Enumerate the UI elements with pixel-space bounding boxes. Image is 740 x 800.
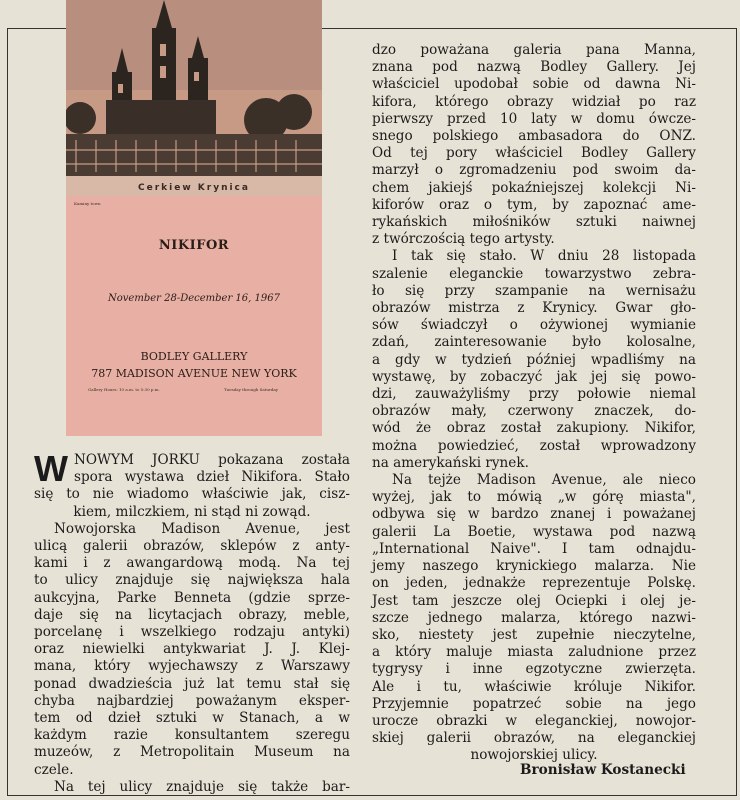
article-line: oraz niewielki antykwariat J. J. Klej- xyxy=(34,641,350,658)
article-line: z twórczością tego artysty. xyxy=(372,231,555,248)
article-line: sko, niestety jest zupełnie nieczytelne, xyxy=(372,626,696,643)
article-line: a który maluje miasta zaludnione przez xyxy=(372,644,696,661)
article-line: Jest tam jeszcze olej Ociepki i olej je- xyxy=(372,592,696,609)
exhibition-poster xyxy=(66,0,322,436)
article-line: kami i z awangardową modą. Na tej xyxy=(34,555,350,572)
poster-hours: Gallery Hours: 10 a.m. to 5:30 p.m. xyxy=(88,387,160,392)
article-right-column xyxy=(372,42,696,765)
article-line: znana pod nazwą Bodley Gallery. Jej xyxy=(372,59,696,76)
poster-dates: November 28-December 16, 1967 xyxy=(108,293,280,304)
article-left-column xyxy=(34,448,350,796)
article-line: chem jakiejś pokaźniejszej kolekcji Ni- xyxy=(372,179,696,196)
article-line: a gdy w tydzień później wpadliśmy na xyxy=(372,351,696,368)
article-line: wystawę, by zobaczyć jak jej się powo- xyxy=(372,368,696,385)
article-line: ło się przy szampanie na wernisażu xyxy=(372,282,696,299)
author-signature: Bronisław Kostanecki xyxy=(520,762,686,778)
article-line: dzi, zauważyliśmy przy połowie niemal xyxy=(372,386,696,403)
church-painting xyxy=(66,0,322,196)
article-line: jemy naszego krynickiego malarza. Nie xyxy=(372,558,696,575)
article-line: Nowojorska Madison Avenue, jest xyxy=(54,520,350,537)
article-line: Ale i tu, właściwie króluje Nikifor. xyxy=(372,678,696,695)
article-line: na amerykański rynek. xyxy=(372,454,529,471)
article-line: aukcyjna, Parke Benneta (gdzie sprze- xyxy=(34,589,350,606)
article-line: spora wystawa dzieł Nikifora. Stało xyxy=(73,469,350,486)
drop-cap: W xyxy=(34,448,68,489)
article-line: kifora, którego obrazy widział po raz xyxy=(372,93,696,110)
article-line: sów świadczył o ożywionej wymianie xyxy=(372,317,696,334)
article-line: kiforów oraz o tym, by zapoznać ame- xyxy=(372,196,696,213)
article-line: dzo poważana galeria pana Manna, xyxy=(372,42,696,58)
article-line: snego polskiego ambasadora do ONZ. xyxy=(372,128,696,145)
article-line: rykańskich miłośników sztuki naiwnej xyxy=(372,214,696,231)
article-line: to ulicy znajduje się największa hala xyxy=(34,572,350,589)
article-line: pierwszy przed 10 laty w domu ówcze- xyxy=(372,110,696,127)
article-line: obrazów mistrza z Krynicy. Gwar gło- xyxy=(372,300,696,317)
article-line: NOWYM JORKU pokazana została xyxy=(73,452,350,468)
article-line: „International Naive". I tam odnajdu- xyxy=(372,540,696,557)
article-line: Na tejże Madison Avenue, ale nieco xyxy=(392,472,696,489)
poster-address: 787 MADISON AVENUE NEW YORK xyxy=(91,367,297,380)
article-line: I tak się stało. W dniu 28 listopada xyxy=(392,248,696,265)
article-line: chyba najbardziej poważanym eksper- xyxy=(34,692,350,709)
article-line: tem od dzieł sztuki w Stanach, a w xyxy=(34,710,350,727)
article-line: muzeów, z Metropolitain Museum na xyxy=(34,744,350,761)
poster-note: Kaminy town xyxy=(74,201,101,206)
article-line: urocze obrazki w eleganckiej, nowojor- xyxy=(372,712,696,729)
article-line: czele. xyxy=(34,761,74,778)
article-line: odbywa się w bardzo znanej i poważanej xyxy=(372,506,696,523)
article-line: zdań, zainteresowanie było kolosalne, xyxy=(372,334,696,351)
article-line: właściciel upodobał sobie od dawna Ni- xyxy=(372,76,696,93)
article-line: ponad dwadzieścia już lat temu stał się xyxy=(34,675,350,692)
article-line: każdym razie konsultantem szeregu xyxy=(34,727,350,744)
article-line: się to nie wiadomo właściwie jak, cisz- xyxy=(34,486,350,503)
article-line: wyżej, jak to mówią „w górę miasta", xyxy=(372,489,696,506)
article-line: nowojorskiej ulicy. xyxy=(470,747,598,764)
painting-inscription: Cerkiew Krynica xyxy=(138,183,250,193)
article-line: tygrysy i inne egzotyczne zwierzęta. xyxy=(372,661,696,678)
article-line: skiej galerii obrazów, na eleganckiej xyxy=(372,730,696,747)
article-line: Od tej pory właściciel Bodley Gallery xyxy=(372,145,696,162)
article-line: galerii La Boetie, wystawa pod nazwą xyxy=(372,523,696,540)
poster-days: Tuesday through Saturday xyxy=(224,387,279,392)
article-line: szcze jednego malarza, którego nazwi- xyxy=(372,609,696,626)
article-line: Na tej ulicy znajduje się także bar- xyxy=(54,778,350,795)
article-line: marzył o zgromadzeniu pod swoim da- xyxy=(372,162,696,179)
article-line: mana, który wyjechawszy z Warszawy xyxy=(34,658,350,675)
article-line: obrazów mały, czerwony znaczek, do- xyxy=(372,403,696,420)
article-line: on jeden, jednakże reprezentuje Polskę. xyxy=(372,575,696,592)
poster-gallery-name: BODLEY GALLERY xyxy=(140,350,248,363)
article-line: szalenie eleganckie towarzystwo zebra- xyxy=(372,265,696,282)
article-line: ulicą galerii obrazów, sklepów z anty- xyxy=(34,538,350,555)
article-line: wód że obraz został zakupiony. Nikifor, xyxy=(372,420,696,437)
poster-title: NIKIFOR xyxy=(158,238,230,253)
article-line: kiem, milczkiem, ni stąd ni zowąd. xyxy=(73,503,311,520)
article-line: można powiedzieć, został wprowadzony xyxy=(372,437,696,454)
article-line: Przyjemnie popatrzeć sobie na jego xyxy=(372,695,696,712)
article-line: porcelanę i wszelkiego rodzaju antyki) xyxy=(34,624,350,641)
article-line: daje się na licytacjach obrazy, meble, xyxy=(34,606,350,623)
